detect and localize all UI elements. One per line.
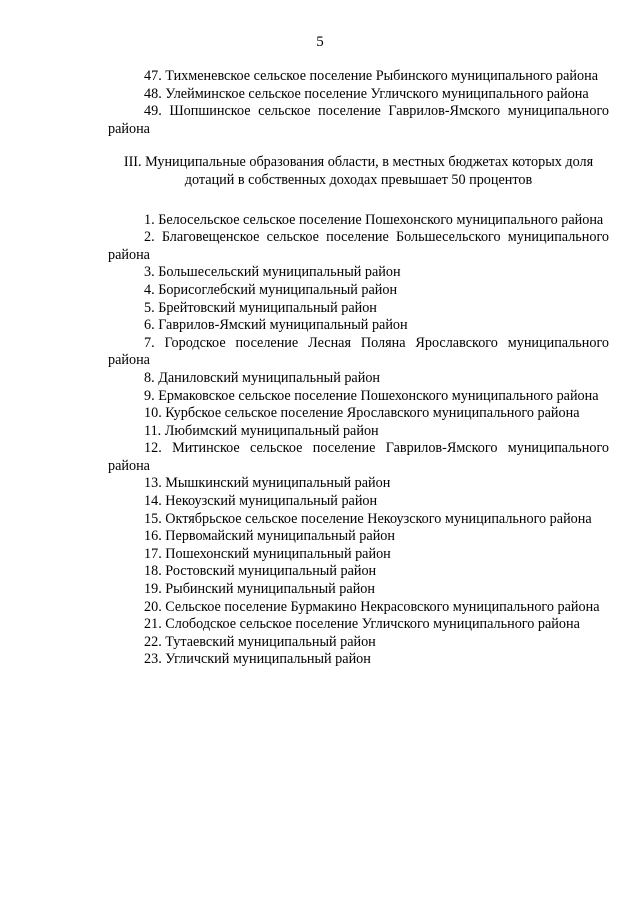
list-item-number: 10. <box>144 405 162 422</box>
list-item-text: Первомайский муниципальный район <box>165 528 395 545</box>
list-item-text: Слободское сельское поселение Угличского муниципального района <box>165 616 580 633</box>
list-item-text: Борисоглебский муниципальный район <box>158 281 398 298</box>
list-item <box>108 440 609 475</box>
list-item-text: Шопшинское сельское поселение Гаврилов-Ямского муниципального района <box>108 103 610 137</box>
list-item-text: Городское поселение Лесная Поляна Ярославского муниципального района <box>108 334 609 369</box>
list-item-number: 2. <box>144 229 155 246</box>
list-item <box>108 335 609 370</box>
list-item-number: 8. <box>144 369 155 386</box>
list-item-text: Митинское сельское поселение Гаврилов-Ямского муниципального района <box>108 440 610 474</box>
page-number: 5 <box>316 34 324 50</box>
list-item-number: 4. <box>144 281 155 298</box>
list-item <box>108 581 609 599</box>
list-item-text: Пошехонский муниципальный район <box>165 545 391 562</box>
list-item-number: 49. <box>144 103 162 120</box>
list-item <box>108 546 609 564</box>
list-item-number: 12. <box>144 440 162 457</box>
list-item-number: 19. <box>144 581 162 598</box>
list-item-text: Курбское сельское поселение Ярославского муниципального района <box>165 405 580 422</box>
list-item <box>108 493 609 511</box>
list-item <box>108 563 609 581</box>
list-top <box>108 68 609 138</box>
list-item <box>108 264 609 282</box>
list-item-number: 22. <box>144 633 162 650</box>
list-item-text: Некоузский муниципальный район <box>165 493 378 510</box>
list-item <box>108 405 609 423</box>
list-item-number: 23. <box>144 651 162 668</box>
list-item <box>108 229 609 264</box>
list-item-text: Октябрьское сельское поселение Некоузского муниципального района <box>165 510 592 527</box>
list-item-number: 16. <box>144 528 162 545</box>
list-item-number: 3. <box>144 264 155 281</box>
list-item <box>108 68 609 86</box>
list-item <box>108 616 609 634</box>
list-item-text: Гаврилов-Ямский муниципальный район <box>158 317 408 334</box>
list-item-number: 18. <box>144 563 162 580</box>
list-item-number: 48. <box>144 85 162 102</box>
list-item-text: Сельское поселение Бурмакино Некрасовского муниципального района <box>165 598 600 615</box>
section-heading: III. Муниципальные образования области, в местных бюджетах которых доля дотаций в собственных доходах превышает 50 процентов <box>123 154 594 188</box>
list-item-text: Угличский муниципальный район <box>165 651 371 668</box>
list-item-text: Брейтовский муниципальный район <box>158 299 377 316</box>
list-item-text: Белосельское сельское поселение Пошехонского муниципального района <box>158 211 604 228</box>
list-item-text: Ермаковское сельское поселение Пошехонского муниципального района <box>158 387 599 404</box>
list-item <box>108 317 609 335</box>
list-item <box>108 388 609 406</box>
list-item <box>108 370 609 388</box>
list-item-text: Большесельский муниципальный район <box>158 264 401 281</box>
list-item <box>108 511 609 529</box>
list-item-number: 14. <box>144 493 162 510</box>
list-item-text: Мышкинский муниципальный район <box>165 475 391 492</box>
list-item <box>108 475 609 493</box>
list-item-number: 11. <box>144 422 162 439</box>
list-item-text: Даниловский муниципальный район <box>158 369 380 386</box>
list-item-number: 7. <box>144 334 155 351</box>
list-item-number: 20. <box>144 598 162 615</box>
list-item-text: Благовещенское сельское поселение Большесельского муниципального района <box>108 229 610 263</box>
list-item <box>108 212 609 230</box>
list-item-number: 21. <box>144 616 162 633</box>
list-item-text: Любимский муниципальный район <box>164 422 379 439</box>
document-body <box>108 68 609 669</box>
list-item <box>108 423 609 441</box>
list-item-number: 6. <box>144 317 155 334</box>
list-item <box>108 103 609 138</box>
list-item <box>108 300 609 318</box>
list-item-text: Ростовский муниципальный район <box>165 563 377 580</box>
list-item-text: Рыбинский муниципальный район <box>165 581 375 598</box>
list-item-number: 5. <box>144 299 155 316</box>
list-item-number: 15. <box>144 510 162 527</box>
list-item-text: Улейминское сельское поселение Угличского муниципального района <box>165 85 589 102</box>
list-item-text: Тихменевское сельское поселение Рыбинского муниципального района <box>165 68 599 84</box>
list-item <box>108 634 609 652</box>
list-item-number: 17. <box>144 545 162 562</box>
list-item-number: 47. <box>144 68 162 84</box>
list-item <box>108 651 609 669</box>
list-item <box>108 528 609 546</box>
list-section-3 <box>108 212 609 669</box>
list-item-text: Тутаевский муниципальный район <box>165 633 376 650</box>
list-item <box>108 282 609 300</box>
list-item-number: 9. <box>144 387 155 404</box>
list-item-number: 13. <box>144 475 162 492</box>
list-item-number: 1. <box>144 211 155 228</box>
list-item <box>108 86 609 104</box>
list-item <box>108 599 609 617</box>
